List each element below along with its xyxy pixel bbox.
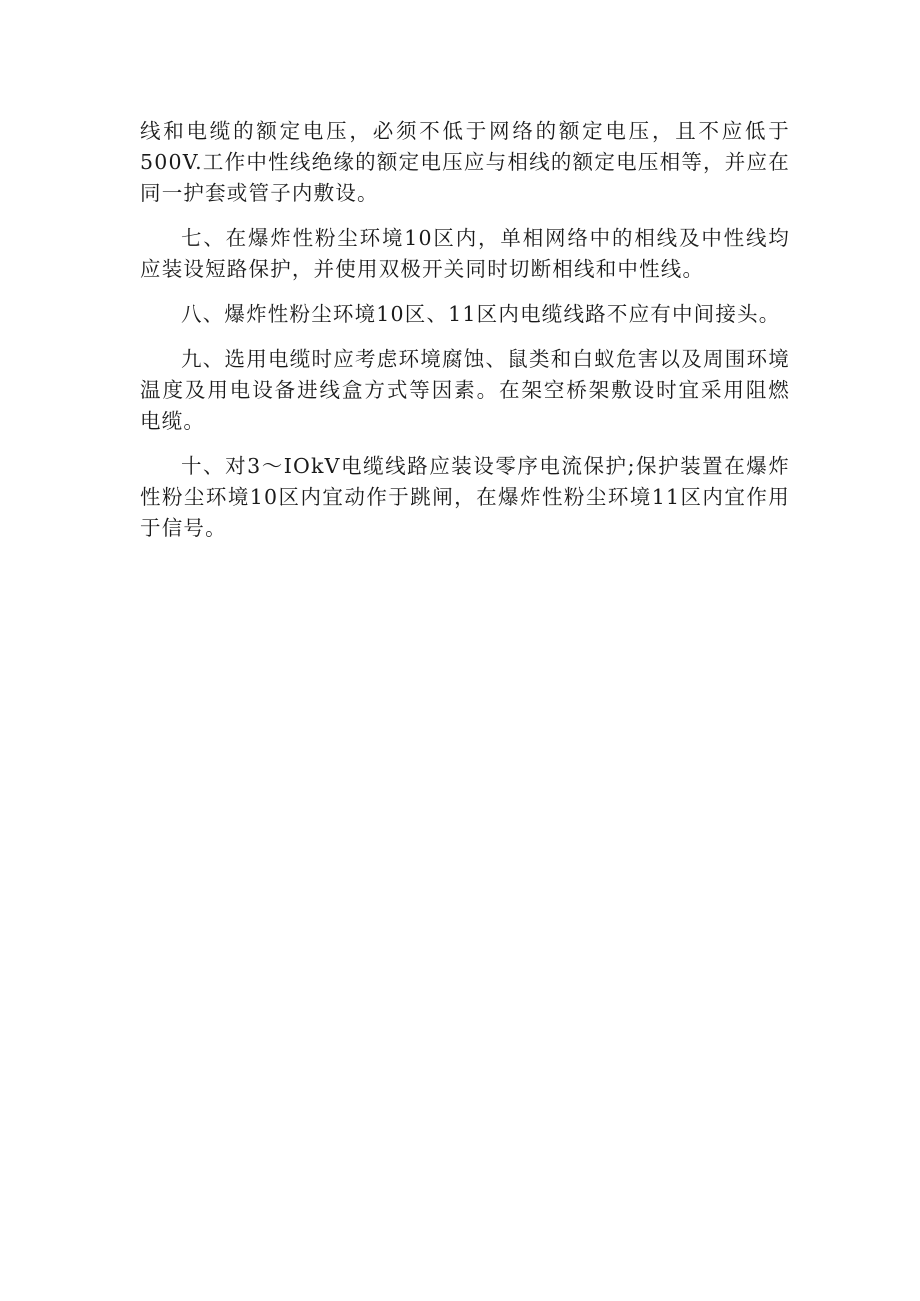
paragraph-item-9: 九、选用电缆时应考虑环境腐蚀、鼠类和白蚁危害以及周围环境温度及用电设备进线盒方式等因素。在架空桥架敷设时宜采用阻燃电缆。 <box>140 347 790 433</box>
paragraph-item-7: 七、在爆炸性粉尘环境10区内，单相网络中的相线及中性线均应装设短路保护，并使用双极开关同时切断相线和中性线。 <box>140 226 790 281</box>
paragraph-item-8: 八、爆炸性粉尘环境10区、11区内电缆线路不应有中间接头。 <box>181 302 781 326</box>
paragraph-item-10: 十、对3～IOkV电缆线路应装设零序电流保护;保护装置在爆炸性粉尘环境10区内宜动作于跳闸，在爆炸性粉尘环境11区内宜作用于信号。 <box>140 454 790 540</box>
document-page <box>140 116 790 558</box>
paragraph-continuation: 线和电缆的额定电压，必须不低于网络的额定电压，且不应低于500V.工作中性线绝缘的额定电压应与相线的额定电压相等，并应在同一护套或管子内敷设。 <box>140 119 790 205</box>
